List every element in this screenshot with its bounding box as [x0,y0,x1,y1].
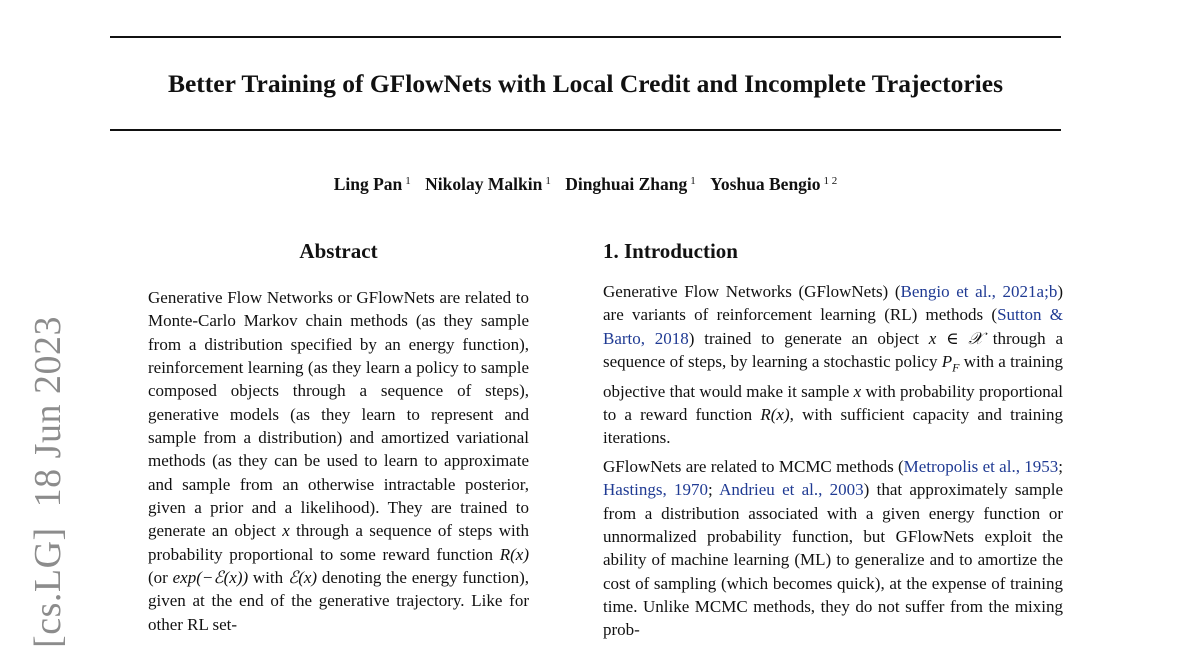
intro-heading: 1. Introduction [603,239,738,263]
intro-text: ) are variants of reinforcement learning (RL) methods ( [603,282,1063,325]
citation-link[interactable]: Bengio et al., 2021a;b [900,282,1058,301]
author [565,174,696,194]
intro-text: ; [1058,457,1063,476]
citation-link[interactable]: Metropolis et al., 1953 [903,457,1059,476]
author-name: Dinghuai Zhang [565,174,688,194]
author [710,174,837,194]
abstract-text: (or [148,568,173,588]
intro-text: GFlowNets are related to MCMC methods ( [603,457,904,476]
author [425,174,551,194]
paper-title: Better Training of GFlowNets with Local Credit and Incomplete Trajectories [167,69,1003,98]
author-affiliation: 1 [405,175,411,187]
intro-text: with probability proportional to a reward function [603,381,1064,425]
abstract-text: through a sequence of steps with probability proportional to some reward function [148,521,529,564]
author-affiliation: 1 [690,175,696,187]
math-inline: x [282,521,290,541]
title-rule-top [110,36,1061,38]
abstract-heading: Abstract [299,239,378,263]
author-name: Yoshua Bengio [710,174,821,194]
author-affiliation: 1 [545,175,551,187]
intro-text: through a sequence of steps, by learning a stochastic policy [603,328,1063,372]
math-inline: ℰ(x) [287,568,318,588]
intro-text: Generative Flow Networks (GFlowNets) ( [603,282,901,301]
citation-link[interactable]: Andrieu et al., 2003 [719,480,864,500]
intro-text: with a training objective that would make it sample [603,352,1063,401]
math-inline: P [941,352,953,372]
author-affiliation: 1 2 [823,175,838,187]
title-rule-bottom [110,129,1061,131]
intro-paragraph-1 [603,280,1063,450]
math-inline: R(x) [760,405,790,425]
intro-text: ) trained to generate an object [688,328,929,348]
author [334,174,411,194]
intro-text: ; [708,480,720,500]
intro-text: , with sufficient capacity and training iterations. [603,405,1063,448]
author-name: Nikolay Malkin [425,174,543,194]
citation-link[interactable]: Hastings, 1970 [603,480,709,500]
citation-link[interactable]: Sutton & Barto, 2018 [603,305,1064,348]
math-inline: x [853,381,862,401]
abstract-body [148,286,529,636]
author-list [110,172,1061,196]
abstract-text: with [248,568,288,588]
intro-paragraph-2 [603,455,1063,642]
math-inline: R(x) [499,544,529,564]
author-name: Ling Pan [333,174,403,194]
abstract-text: denoting the energy function), given at the end of the generative trajectory. Like for other RL set- [148,568,529,634]
intro-text: ) that approximately sample from a distribution associated with a given energy function or unnormalized probability function, but GFlowNets exploit the ability of machine learning (ML) to generalize and to amortize the cost of sampling (which becomes quick), at the expense of training time. Unlike MCMC methods, they do not suffer from the mixing prob- [603,480,1063,640]
math-subscript: F [952,360,960,375]
math-inline: x ∈ 𝒳 [928,328,984,348]
abstract-text: Generative Flow Networks or GFlowNets are related to Monte-Carlo Markov chain methods (as they sample from a distribution specified by an energy function), reinforcement learning (as they learn a policy to sample composed objects through a sequence of steps), generative models (as they learn to represent and sample from a distribution) and amortized variational methods (as they can be used to learn to approximate and sample from an otherwise intractable posterior, given a prior and a likelihood). They are trained to generate an object [148,288,529,541]
arxiv-stamp-text: [cs.LG] 18 Jun 2023 [27,316,69,648]
math-inline: exp(−ℰ(x)) [172,568,249,588]
